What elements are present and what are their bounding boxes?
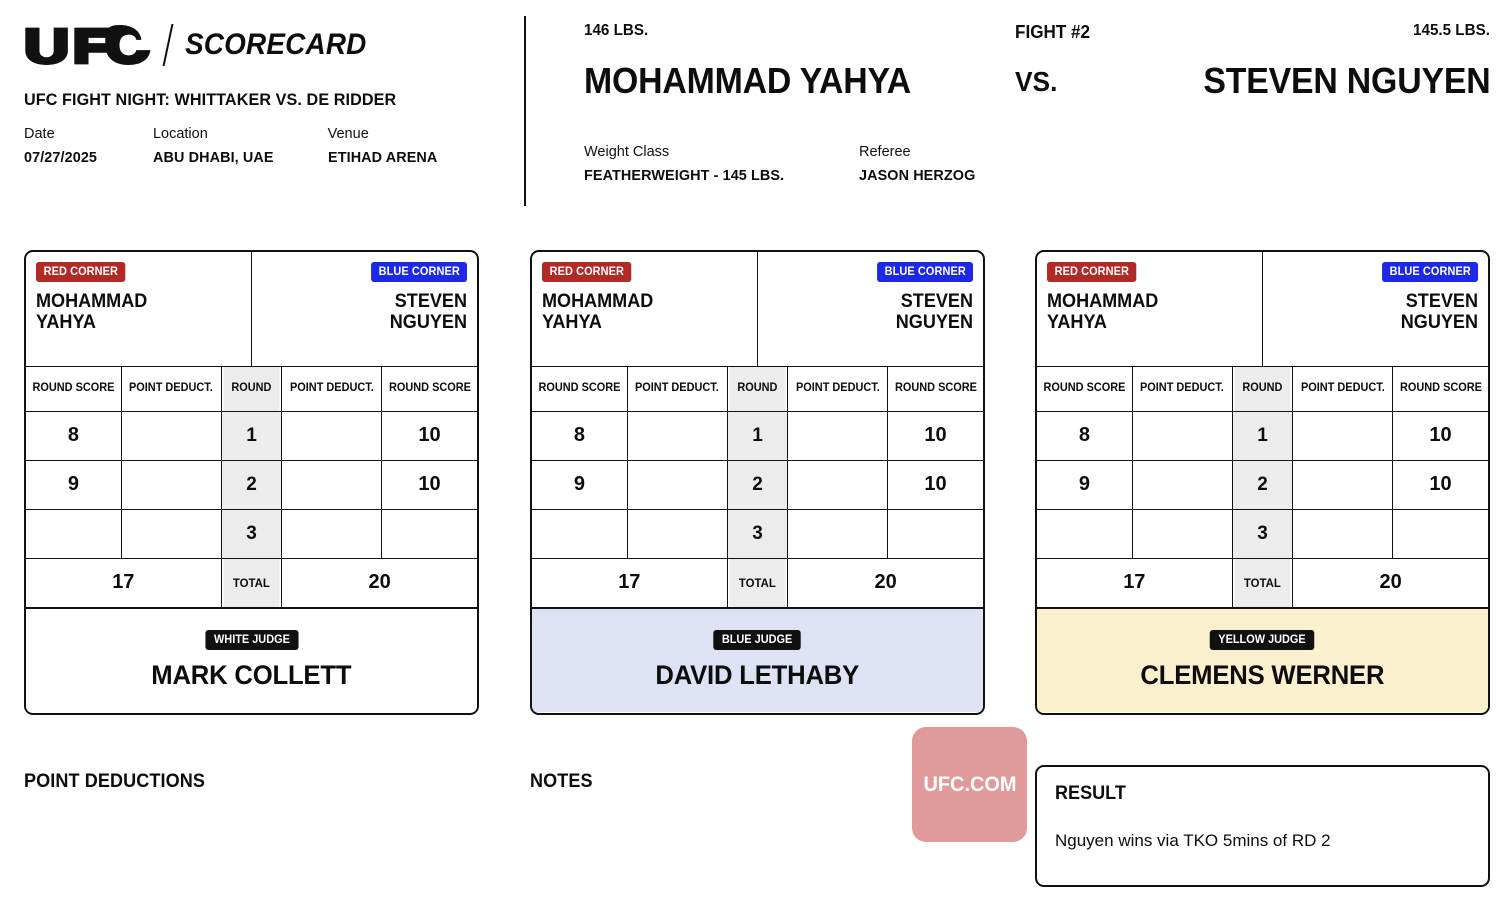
- scorecard-label: SCORECARD: [185, 28, 367, 61]
- weights-row: [560, 22, 1490, 44]
- point-deductions-label: POINT DEDUCTIONS: [24, 771, 206, 792]
- red-point-deduct[interactable]: [627, 411, 727, 460]
- red-round-score[interactable]: 8: [26, 411, 121, 460]
- blue-point-deduct[interactable]: [788, 460, 888, 509]
- ufc-com-watermark: [912, 727, 1027, 842]
- referee-value: JASON HERZOG: [859, 167, 976, 184]
- round-number: 2: [727, 460, 788, 509]
- red-point-deduct[interactable]: [627, 460, 727, 509]
- red-total: 17: [532, 558, 727, 607]
- red-point-deduct[interactable]: [121, 509, 221, 558]
- table-row: [1037, 509, 1488, 558]
- judge-name: DAVID LETHABY: [655, 659, 860, 690]
- referee-block: [859, 144, 1139, 184]
- event-title: UFC FIGHT NIGHT: WHITTAKER VS. DE RIDDER: [24, 90, 397, 109]
- red-corner-badge: RED CORNER: [542, 262, 632, 282]
- referee-label: Referee: [859, 144, 911, 160]
- header-right-block: [560, 22, 1490, 184]
- red-corner-cell: [1037, 252, 1263, 366]
- weight-class-value: FEATHERWEIGHT - 145 LBS.: [584, 167, 785, 184]
- red-corner-name-first: MOHAMMAD: [36, 291, 148, 312]
- blue-corner-name: [778, 291, 973, 334]
- table-row: [1037, 411, 1488, 460]
- header-red-round-score: ROUND SCORE: [534, 367, 625, 411]
- red-corner-name: [36, 291, 231, 334]
- score-table-header-row: [26, 367, 477, 411]
- red-point-deduct[interactable]: [1132, 509, 1232, 558]
- judge-name: MARK COLLETT: [151, 659, 352, 690]
- judge-block: [532, 608, 983, 712]
- red-round-score[interactable]: 9: [26, 460, 121, 509]
- judge-badge: WHITE JUDGE: [205, 630, 298, 650]
- location-label: Location: [152, 126, 208, 142]
- red-round-score[interactable]: [532, 509, 627, 558]
- red-corner-cell: [532, 252, 758, 366]
- round-number: 3: [221, 509, 282, 558]
- total-label: TOTAL: [729, 558, 787, 607]
- red-round-score[interactable]: 9: [1037, 460, 1132, 509]
- red-corner-name-last: YAHYA: [542, 312, 602, 334]
- ufc-logo-icon: [24, 25, 153, 65]
- score-table: [26, 367, 477, 608]
- round-number: 1: [1232, 411, 1293, 460]
- event-location-block: [153, 126, 328, 166]
- brand-row: [24, 22, 494, 68]
- blue-point-deduct[interactable]: [788, 411, 888, 460]
- score-table-header-row: [532, 367, 983, 411]
- blue-round-score[interactable]: 10: [1393, 411, 1488, 460]
- red-total: 17: [26, 558, 221, 607]
- blue-point-deduct[interactable]: [1293, 460, 1393, 509]
- header-blue-round-score: ROUND SCORE: [1395, 367, 1486, 411]
- judge-name: CLEMENS WERNER: [1140, 659, 1385, 690]
- red-round-score[interactable]: 8: [1037, 411, 1132, 460]
- corner-header: [532, 252, 983, 367]
- blue-corner-name-last: NGUYEN: [895, 312, 973, 334]
- scorecard: [24, 250, 479, 715]
- table-row: [532, 411, 983, 460]
- vs-label: VS.: [1015, 66, 1058, 97]
- blue-corner-name-first: STEVEN: [394, 291, 467, 312]
- score-table: [532, 367, 983, 608]
- score-table: [1037, 367, 1488, 608]
- location-value: ABU DHABI, UAE: [152, 149, 274, 166]
- table-row: [532, 509, 983, 558]
- red-weigh-in: 146 LBS.: [584, 22, 649, 39]
- blue-point-deduct[interactable]: [788, 509, 888, 558]
- red-corner-name-first: MOHAMMAD: [542, 291, 654, 312]
- blue-round-score[interactable]: [1393, 509, 1488, 558]
- date-value: 07/27/2025: [24, 149, 98, 166]
- scorecard: [1035, 250, 1490, 715]
- blue-round-score[interactable]: 10: [382, 460, 477, 509]
- total-row: [26, 558, 477, 607]
- table-row: [26, 460, 477, 509]
- corner-header: [26, 252, 477, 367]
- round-number: 2: [221, 460, 282, 509]
- total-row: [532, 558, 983, 607]
- blue-corner-badge: BLUE CORNER: [371, 262, 467, 282]
- red-point-deduct[interactable]: [1132, 460, 1232, 509]
- venue-label: Venue: [327, 126, 369, 142]
- header-red-round-score: ROUND SCORE: [1039, 367, 1130, 411]
- red-fighter-name: MOHAMMAD YAHYA: [584, 60, 912, 101]
- judge-block: [26, 608, 477, 712]
- red-corner-name: [1047, 291, 1242, 334]
- header-blue-point-deduct: POINT DEDUCT.: [790, 367, 885, 411]
- weight-class-block: [584, 144, 859, 184]
- blue-point-deduct[interactable]: [1293, 411, 1393, 460]
- blue-weigh-in: 145.5 LBS.: [1413, 22, 1490, 39]
- blue-point-deduct[interactable]: [282, 411, 382, 460]
- blue-round-score[interactable]: 10: [888, 411, 983, 460]
- blue-corner-badge: BLUE CORNER: [877, 262, 973, 282]
- header-divider: [524, 16, 526, 206]
- blue-corner-cell: [252, 252, 477, 366]
- red-corner-cell: [26, 252, 252, 366]
- date-label: Date: [24, 126, 55, 142]
- blue-corner-name-first: STEVEN: [900, 291, 973, 312]
- blue-corner-cell: [1263, 252, 1488, 366]
- total-label: TOTAL: [1234, 558, 1292, 607]
- red-point-deduct[interactable]: [1132, 411, 1232, 460]
- page-header: [0, 0, 1506, 230]
- table-row: [26, 411, 477, 460]
- page-footer: [0, 745, 1506, 912]
- round-number: 1: [727, 411, 788, 460]
- result-label: RESULT: [1055, 783, 1126, 804]
- red-round-score[interactable]: 8: [532, 411, 627, 460]
- header-red-point-deduct: POINT DEDUCT.: [124, 367, 219, 411]
- table-row: [26, 509, 477, 558]
- red-point-deduct[interactable]: [121, 411, 221, 460]
- judge-block: [1037, 608, 1488, 712]
- red-round-score[interactable]: [26, 509, 121, 558]
- scorecard: [530, 250, 985, 715]
- red-corner-name-last: YAHYA: [1047, 312, 1107, 334]
- red-point-deduct[interactable]: [121, 460, 221, 509]
- weight-class-label: Weight Class: [584, 144, 670, 160]
- header-blue-point-deduct: POINT DEDUCT.: [284, 367, 379, 411]
- result-box: [1035, 765, 1490, 887]
- total-row: [1037, 558, 1488, 607]
- event-venue-block: [328, 126, 494, 166]
- blue-total: 20: [282, 558, 477, 607]
- header-red-point-deduct: POINT DEDUCT.: [630, 367, 725, 411]
- blue-round-score[interactable]: [382, 509, 477, 558]
- blue-corner-name: [1283, 291, 1478, 334]
- blue-round-score[interactable]: [888, 509, 983, 558]
- blue-total: 20: [788, 558, 983, 607]
- red-point-deduct[interactable]: [627, 509, 727, 558]
- fight-number: FIGHT #2: [1015, 22, 1091, 42]
- blue-point-deduct[interactable]: [282, 509, 382, 558]
- brand-divider: [163, 24, 174, 66]
- header-round: ROUND: [1234, 367, 1292, 411]
- table-row: [532, 460, 983, 509]
- total-label: TOTAL: [223, 558, 281, 607]
- header-blue-point-deduct: POINT DEDUCT.: [1295, 367, 1390, 411]
- blue-corner-name-first: STEVEN: [1405, 291, 1478, 312]
- header-red-point-deduct: POINT DEDUCT.: [1135, 367, 1230, 411]
- header-red-round-score: ROUND SCORE: [28, 367, 119, 411]
- header-blue-round-score: ROUND SCORE: [890, 367, 981, 411]
- table-row: [1037, 460, 1488, 509]
- venue-value: ETIHAD ARENA: [327, 149, 438, 166]
- blue-round-score[interactable]: 10: [888, 460, 983, 509]
- result-text: Nguyen wins via TKO 5mins of RD 2: [1055, 831, 1331, 850]
- blue-corner-name: [272, 291, 467, 334]
- header-left-block: [24, 22, 494, 166]
- event-meta-row: [24, 126, 494, 166]
- header-round: ROUND: [223, 367, 281, 411]
- round-number: 1: [221, 411, 282, 460]
- blue-corner-badge: BLUE CORNER: [1382, 262, 1478, 282]
- blue-corner-name-last: NGUYEN: [389, 312, 467, 334]
- round-number: 3: [1232, 509, 1293, 558]
- header-blue-round-score: ROUND SCORE: [384, 367, 475, 411]
- red-total: 17: [1037, 558, 1232, 607]
- judge-badge: BLUE JUDGE: [714, 630, 802, 650]
- red-corner-name: [542, 291, 737, 334]
- judge-badge: YELLOW JUDGE: [1210, 630, 1315, 650]
- blue-total: 20: [1293, 558, 1488, 607]
- red-corner-badge: RED CORNER: [1047, 262, 1137, 282]
- red-round-score[interactable]: [1037, 509, 1132, 558]
- red-round-score[interactable]: 9: [532, 460, 627, 509]
- round-number: 3: [727, 509, 788, 558]
- ufc-com-text: UFC.COM: [922, 772, 1017, 796]
- blue-corner-name-last: NGUYEN: [1400, 312, 1478, 334]
- round-number: 2: [1232, 460, 1293, 509]
- blue-round-score[interactable]: 10: [1393, 460, 1488, 509]
- notes-label: NOTES: [530, 771, 593, 792]
- corner-header: [1037, 252, 1488, 367]
- bout-meta-row: [560, 144, 1490, 184]
- header-round: ROUND: [729, 367, 787, 411]
- blue-fighter-name: STEVEN NGUYEN: [1202, 60, 1490, 101]
- blue-point-deduct[interactable]: [282, 460, 382, 509]
- event-date-block: [24, 126, 153, 166]
- blue-round-score[interactable]: 10: [382, 411, 477, 460]
- blue-point-deduct[interactable]: [1293, 509, 1393, 558]
- red-corner-name-first: MOHAMMAD: [1047, 291, 1159, 312]
- red-corner-badge: RED CORNER: [36, 262, 126, 282]
- blue-corner-cell: [758, 252, 983, 366]
- fighters-row: [560, 60, 1490, 110]
- red-corner-name-last: YAHYA: [36, 312, 96, 334]
- score-table-header-row: [1037, 367, 1488, 411]
